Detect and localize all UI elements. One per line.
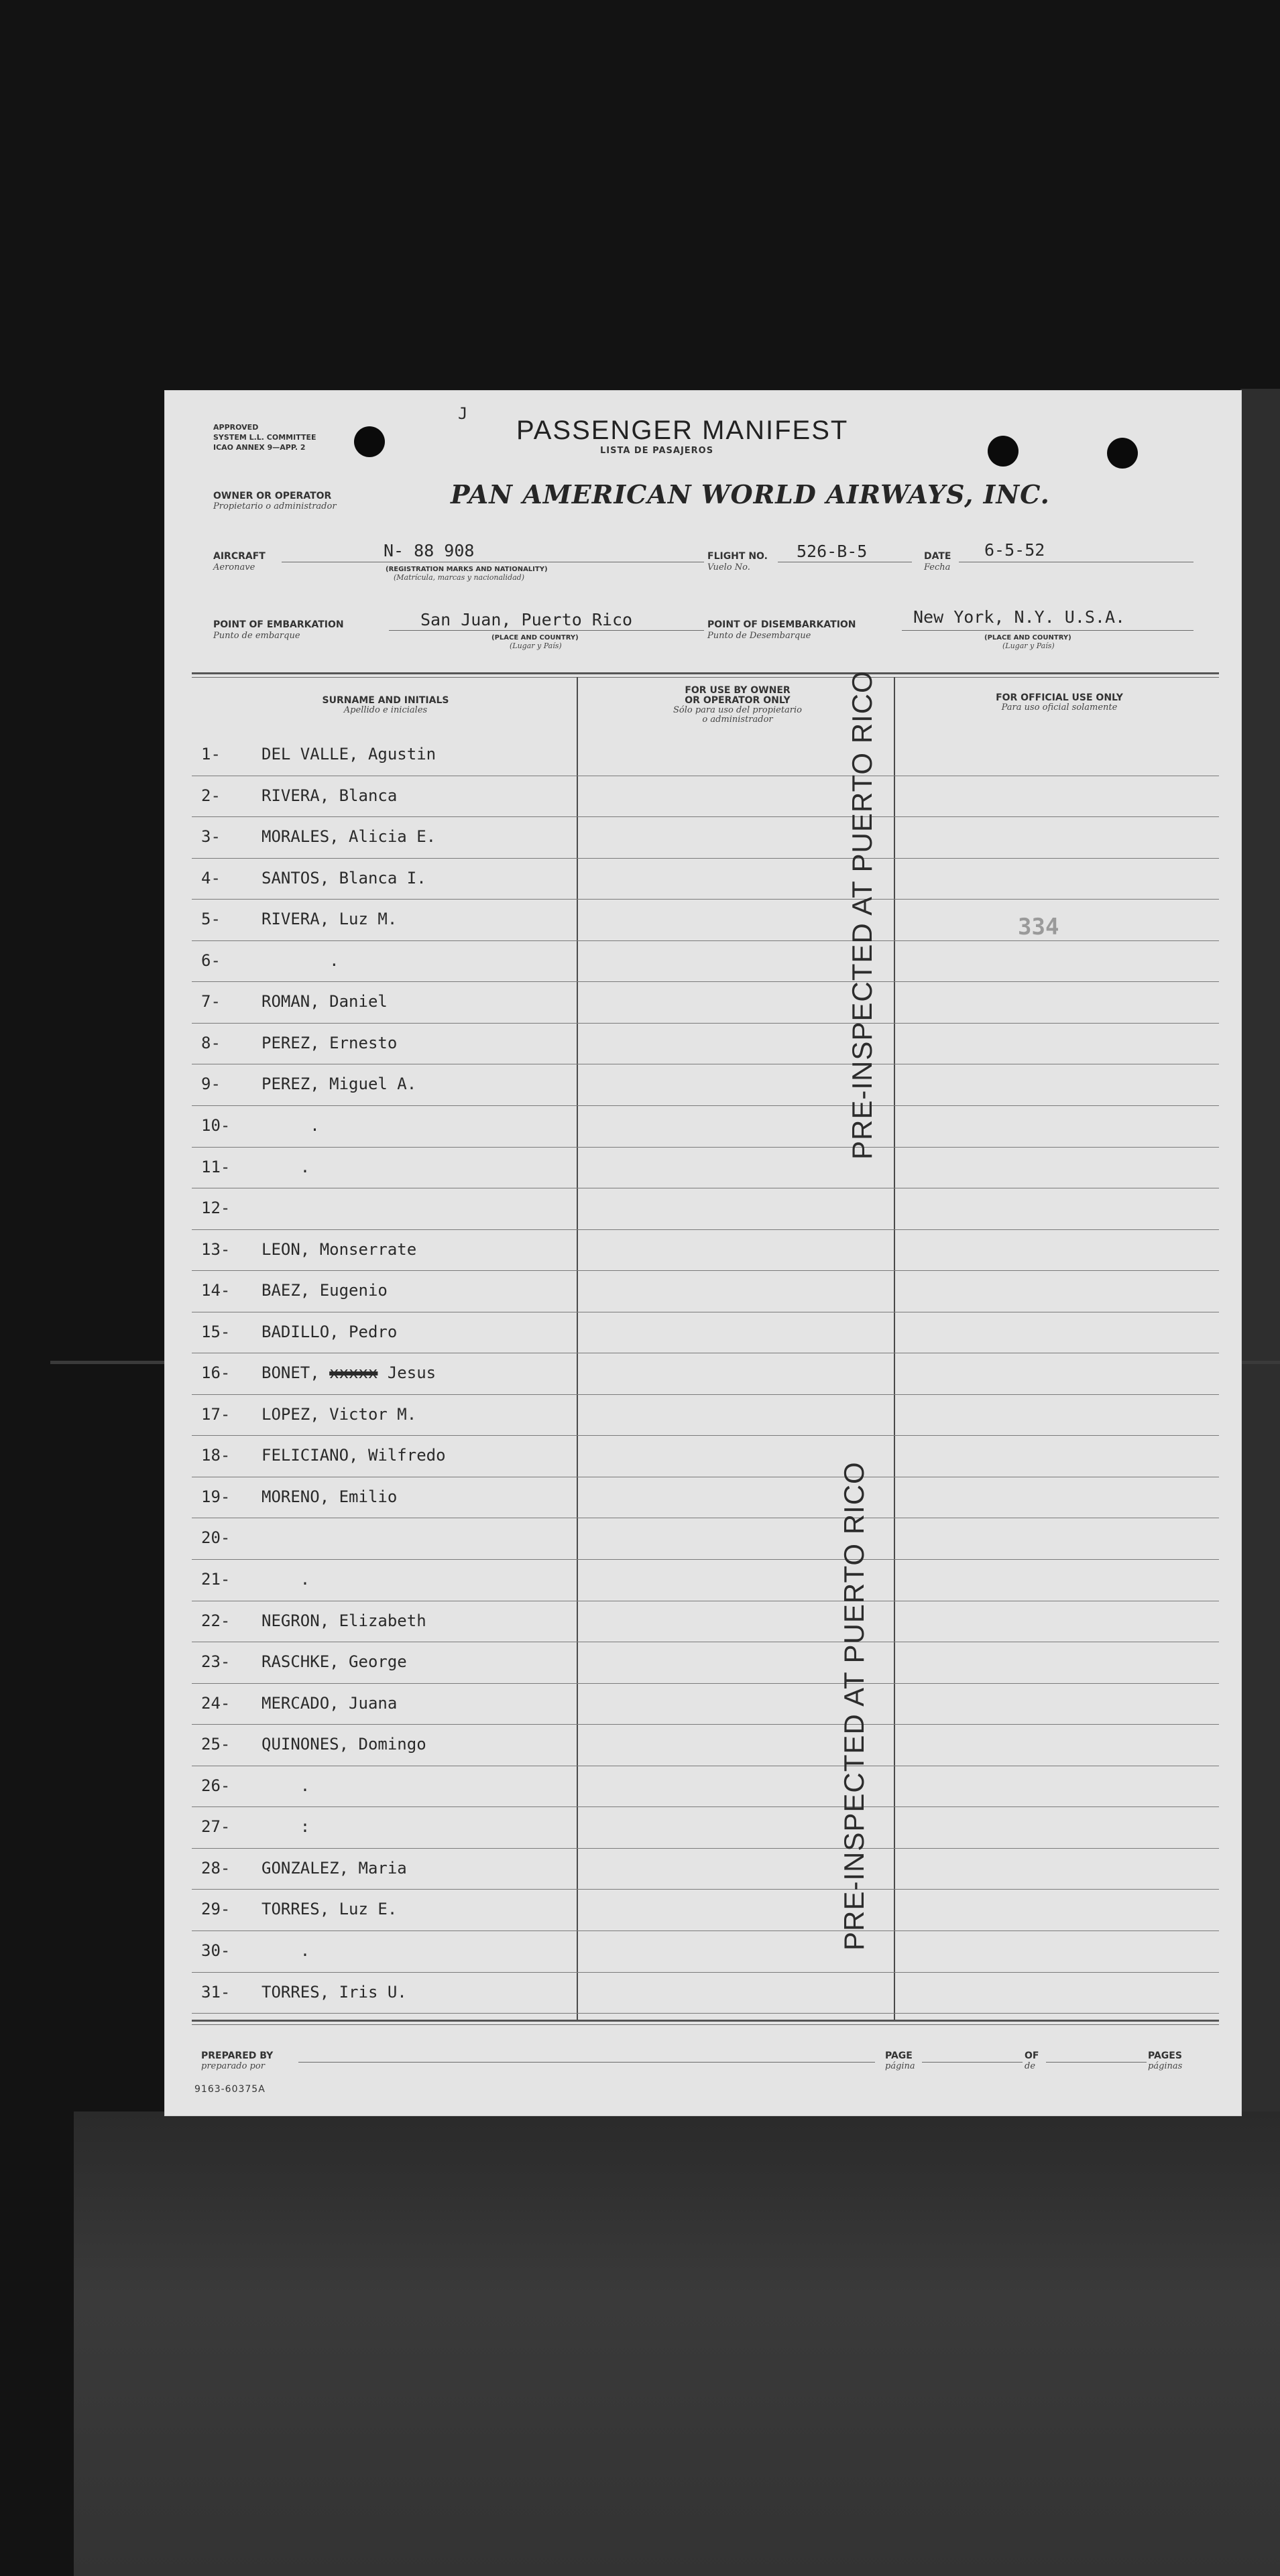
row-rule [192, 1683, 1219, 1684]
row-number: 9- [201, 1075, 221, 1094]
row-passenger-name: . [261, 1115, 320, 1135]
row-passenger-name: TORRES, Luz E. [261, 1900, 398, 1919]
row-rule [192, 858, 1219, 859]
form-approval-note [213, 422, 316, 452]
aircraft-caption-es: (Matrícula, marcas y nacionalidad) [394, 573, 524, 582]
row-rule [192, 2013, 1219, 2014]
form-approval-line3: ICAO ANNEX 9—APP. 2 [213, 443, 306, 452]
row-rule [192, 981, 1219, 982]
row-number: 17- [201, 1404, 231, 1424]
column-header-surname [194, 696, 577, 715]
row-rule [192, 1972, 1219, 1973]
row-number: 5- [201, 910, 221, 929]
pages-label-es: páginas [1148, 2061, 1183, 2071]
row-rule [192, 1147, 1219, 1148]
corner-mark: J [458, 404, 468, 423]
form-number: 9163-60375A [194, 2084, 266, 2095]
of-label-es: de [1025, 2061, 1036, 2071]
column-header-owner-use-es-2: o administrador [702, 715, 773, 725]
disembarkation-underline [902, 630, 1194, 631]
row-number: 10- [201, 1115, 231, 1135]
row-passenger-name: TORRES, Iris U. [261, 1982, 407, 2002]
row-passenger-name: LOPEZ, Victor M. [261, 1404, 417, 1424]
page-underline [922, 2062, 1023, 2063]
aircraft-label-es: Aeronave [213, 562, 255, 572]
row-passenger-name: FELICIANO, Wilfredo [261, 1446, 446, 1465]
disembarkation-label-es: Punto de Desembarque [707, 631, 811, 641]
date-value: 6-5-52 [984, 540, 1045, 560]
row-number: 6- [201, 950, 221, 970]
row-passenger-name: MORENO, Emilio [261, 1487, 398, 1506]
row-number: 8- [201, 1033, 221, 1052]
row-passenger-name: NEGRON, Elizabeth [261, 1611, 426, 1630]
row-rule [192, 1724, 1219, 1725]
row-passenger-name: . [261, 950, 339, 970]
aircraft-label: AIRCRAFT [213, 551, 266, 562]
page-label-es: página [885, 2061, 915, 2071]
disembarkation-caption: (PLACE AND COUNTRY) [984, 634, 1071, 641]
row-rule [192, 1930, 1219, 1931]
row-rule [192, 1848, 1219, 1849]
row-passenger-name: QUINONES, Domingo [261, 1735, 426, 1754]
row-number: 13- [201, 1239, 231, 1259]
row-number: 25- [201, 1735, 231, 1754]
row-number: 20- [201, 1528, 231, 1548]
column-header-official-es: Para uso oficial solamente [1001, 702, 1118, 713]
embarkation-caption: (PLACE AND COUNTRY) [491, 634, 579, 641]
row-rule [192, 899, 1219, 900]
row-passenger-name: PEREZ, Ernesto [261, 1033, 398, 1052]
row-rule [192, 940, 1219, 941]
row-number: 31- [201, 1982, 231, 2002]
form-approval-line1: APPROVED [213, 423, 259, 432]
row-passenger-name: : [261, 1817, 310, 1837]
date-label-es: Fecha [924, 562, 951, 572]
embarkation-underline [389, 630, 704, 631]
row-number: 3- [201, 827, 221, 847]
prepared-by-label-es: preparado por [201, 2061, 265, 2071]
table-bottom-rule-2 [192, 2024, 1219, 2025]
row-passenger-name: BONET, xxxxx Jesus [261, 1363, 437, 1383]
row-rule [192, 1394, 1219, 1395]
punch-hole-center [988, 436, 1019, 467]
row-number: 18- [201, 1446, 231, 1465]
row-passenger-name: . [261, 1776, 310, 1795]
column-header-owner-use-es-1: Sólo para uso del propietario [673, 705, 803, 715]
row-number: 27- [201, 1817, 231, 1837]
row-number: 12- [201, 1199, 231, 1218]
flight-value: 526-B-5 [797, 542, 868, 561]
column-header-official [898, 693, 1220, 713]
row-number: 23- [201, 1652, 231, 1672]
row-number: 15- [201, 1322, 231, 1341]
row-passenger-name: MORALES, Alicia E. [261, 827, 437, 847]
row-number: 28- [201, 1858, 231, 1878]
punch-hole-right [1107, 438, 1138, 469]
page-subtitle: LISTA DE PASAJEROS [600, 446, 714, 456]
aircraft-caption: (REGISTRATION MARKS AND NATIONALITY) [386, 566, 548, 573]
row-passenger-name: . [261, 1157, 310, 1176]
row-passenger-name: RIVERA, Luz M. [261, 910, 398, 929]
row-rule [192, 1229, 1219, 1230]
column-header-surname-es: Apellido e iniciales [343, 705, 428, 715]
row-rule [192, 1105, 1219, 1106]
row-number: 4- [201, 868, 221, 887]
row-number: 24- [201, 1693, 231, 1713]
disembarkation-value: New York, N.Y. U.S.A. [913, 607, 1126, 627]
row-passenger-name: BADILLO, Pedro [261, 1322, 398, 1341]
flight-label-es: Vuelo No. [707, 562, 750, 572]
pages-label: PAGES [1148, 2050, 1182, 2061]
table-top-rule-2 [192, 677, 1219, 678]
row-number: 30- [201, 1941, 231, 1960]
form-approval-line2: SYSTEM L.L. COMMITTEE [213, 433, 316, 442]
row-rule [192, 816, 1219, 817]
row-rule [192, 1559, 1219, 1560]
embarkation-value: San Juan, Puerto Rico [420, 610, 633, 629]
row-number: 19- [201, 1487, 231, 1506]
row-rule [192, 1023, 1219, 1024]
row-rule [192, 1889, 1219, 1890]
row-passenger-name: MERCADO, Juana [261, 1693, 398, 1713]
row-passenger-name: LEON, Monserrate [261, 1239, 417, 1259]
embarkation-label: POINT OF EMBARKATION [213, 619, 344, 630]
row-passenger-name: RIVERA, Blanca [261, 786, 398, 805]
of-underline [1046, 2062, 1147, 2063]
disembarkation-label: POINT OF DISEMBARKATION [707, 619, 856, 630]
row-number: 16- [201, 1363, 231, 1383]
row-passenger-name: BAEZ, Eugenio [261, 1281, 388, 1300]
row-passenger-name: SANTOS, Blanca I. [261, 868, 426, 887]
row-number: 21- [201, 1570, 231, 1589]
embarkation-label-es: Punto de embarque [213, 631, 300, 641]
backdrop-right [1240, 389, 1280, 2111]
owner-label-es: Propietario o administrador [213, 501, 337, 511]
column-header-owner-use-1: FOR USE BY OWNER [685, 685, 791, 696]
page-label: PAGE [885, 2050, 913, 2061]
row-rule [192, 1806, 1219, 1807]
official-number: 334 [1018, 914, 1059, 940]
row-number: 1- [201, 745, 221, 763]
row-number: 2- [201, 786, 221, 805]
punch-hole-left [354, 426, 385, 457]
owner-label: OWNER OR OPERATOR [213, 491, 332, 501]
row-passenger-name: . [261, 1570, 310, 1589]
row-passenger-name: PEREZ, Miguel A. [261, 1075, 417, 1094]
column-header-owner-use-2: OR OPERATOR ONLY [685, 695, 791, 706]
page-title: PASSENGER MANIFEST [516, 416, 849, 445]
column-divider-1 [577, 677, 578, 2021]
row-number: 14- [201, 1281, 231, 1300]
column-divider-2 [894, 677, 895, 2021]
column-header-surname-label: SURNAME AND INITIALS [322, 695, 449, 706]
struck-out-text: xxxxx [329, 1363, 378, 1383]
pre-inspected-stamp-upper: PRE-INSPECTED AT PUERTO RICO [846, 670, 878, 1160]
row-number: 11- [201, 1157, 231, 1176]
row-passenger-name: . [261, 1941, 310, 1960]
row-passenger-name: ROMAN, Daniel [261, 992, 388, 1011]
row-number: 22- [201, 1611, 231, 1630]
row-passenger-name: RASCHKE, George [261, 1652, 407, 1672]
column-header-official-label: FOR OFFICIAL USE ONLY [996, 692, 1123, 703]
row-number: 7- [201, 992, 221, 1011]
embarkation-caption-es: (Lugar y País) [510, 641, 562, 650]
row-number: 29- [201, 1900, 231, 1919]
row-rule [192, 1435, 1219, 1436]
pre-inspected-stamp-lower: PRE-INSPECTED AT PUERTO RICO [838, 1461, 870, 1951]
row-passenger-name: DEL VALLE, Agustin [261, 745, 437, 763]
disembarkation-caption-es: (Lugar y País) [1002, 641, 1055, 650]
prepared-by-label: PREPARED BY [201, 2050, 274, 2061]
of-label: OF [1025, 2050, 1039, 2061]
owner-value: PAN AMERICAN WORLD AIRWAYS, INC. [451, 479, 1050, 509]
row-number: 26- [201, 1776, 231, 1795]
row-passenger-name: GONZALEZ, Maria [261, 1858, 407, 1878]
flight-label: FLIGHT NO. [707, 551, 768, 562]
table-bottom-rule [192, 2020, 1219, 2022]
backdrop-lower [74, 2111, 1280, 2576]
date-label: DATE [924, 551, 951, 562]
aircraft-value: N- 88 908 [384, 541, 475, 560]
table-top-rule [192, 672, 1219, 674]
prepared-by-underline [298, 2062, 875, 2063]
row-rule [192, 1270, 1219, 1271]
